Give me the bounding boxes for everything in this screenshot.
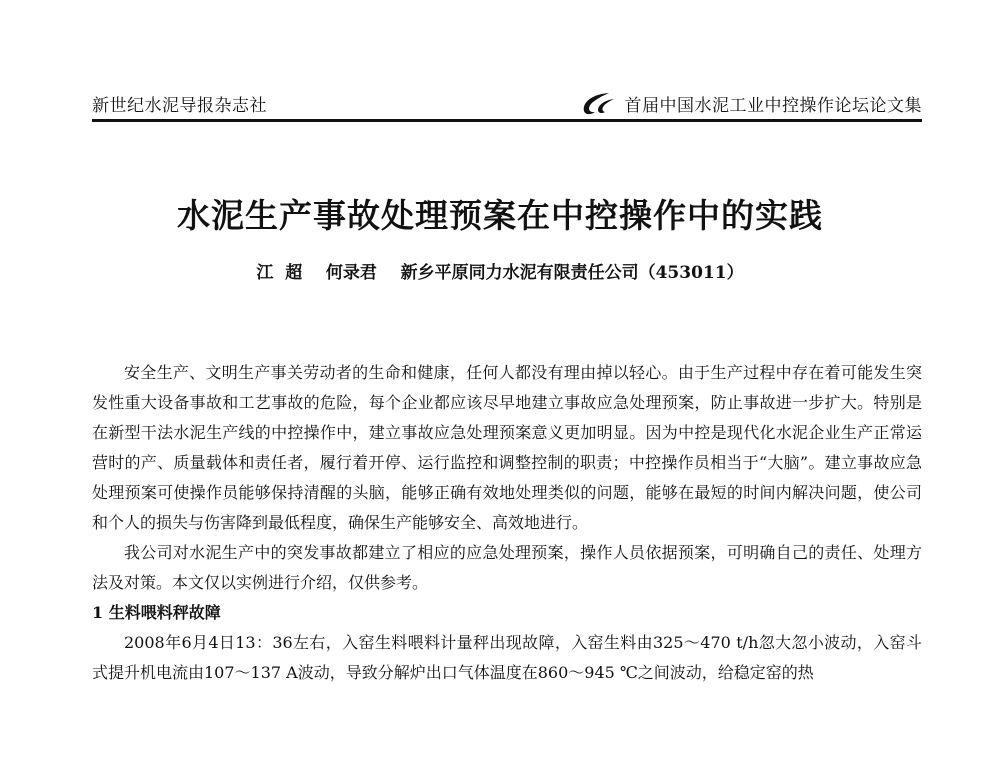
header-rule (92, 119, 922, 122)
proceedings-title-group (579, 90, 923, 116)
author-affiliation: 江 超 何录君 新乡平原同力水泥有限责任公司（453011） (256, 263, 744, 283)
swoosh-logo-icon (579, 90, 617, 116)
proceedings-title: 首届中国水泥工业中控操作论坛论文集 (624, 96, 922, 116)
running-header (92, 90, 922, 122)
body-paragraph: 安全生产、文明生产事关劳动者的生命和健康，任何人都没有理由掉以轻心。由于生产过程中存在着可能发生突发性重大设备事故和工艺事故的危险，每个企业都应该尽早地建立事故应急处理预案，防止事故进一步扩大。特别是在新型干法水泥生产线的中控操作中，建立事故应急处理预案意义更加明显。因为中控是现代化水泥企业生产正常运营时的产、质量载体和责任者，履行着开停、运行监控和调整控制的职责；中控操作员相当于“大脑”。建立事故应急处理预案可使操作员能够保持清醒的头脑，能够正确有效地处理类似的问题，能够在最短的时间内解决问题，使公司和个人的损失与伤害降到最低程度，确保生产能够安全、高效地进行。 (92, 363, 922, 532)
body-paragraph: 我公司对水泥生产中的突发事故都建立了相应的应急处理预案，操作人员依据预案，可明确自己的责任、处理方法及对策。本文仅以实例进行介绍，仅供参考。 (92, 543, 922, 592)
article-body (92, 358, 922, 688)
body-paragraph: 2008年6月4日13：36左右，入窑生料喂料计量秤出现故障，入窑生料由325～470 t/h忽大忽小波动，入窑斗式提升机电流由107～137 A波动，导致分解炉出口气体温度在860～945 ℃之间波动，给稳定窑的热 (92, 633, 922, 682)
publisher-name: 新世纪水泥导报杂志社 (92, 96, 267, 116)
section-heading: 1 生料喂料秤故障 (92, 603, 221, 622)
article-title: 水泥生产事故处理预案在中控操作中的实践 (177, 196, 823, 235)
